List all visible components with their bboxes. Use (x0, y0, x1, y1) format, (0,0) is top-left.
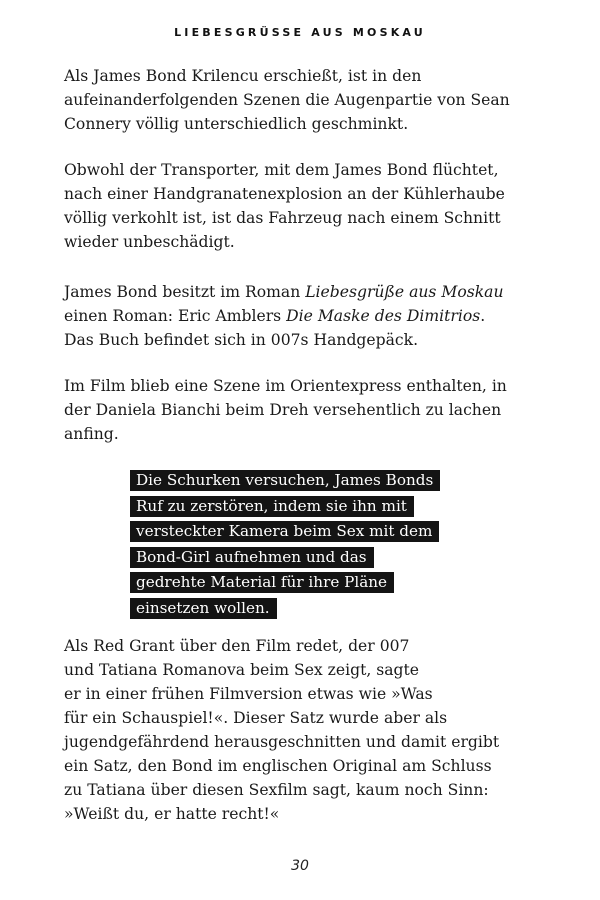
text-line: zu Tatiana über diesen Sexfilm sagt, kaum noch Sinn: (64, 781, 489, 799)
text-line: nach einer Handgranatenexplosion an der Kühlerhaube (64, 185, 505, 203)
text-line: »Weißt du, er hatte recht!« (64, 805, 280, 823)
text-line: jugendgefährdend herausgeschnitten und damit ergibt (64, 733, 500, 751)
text-line: anfing. (64, 425, 119, 443)
callout-line (130, 494, 475, 520)
text-line: völlig verkohlt ist, ist das Fahrzeug nach einem Schnitt (64, 209, 501, 227)
text-line: Im Film blieb eine Szene im Orientexpress enthalten, in (64, 377, 507, 395)
callout-text: versteckter Kamera beim Sex mit dem (130, 521, 439, 542)
text-line: Das Buch befindet sich in 007s Handgepäck. (64, 331, 419, 349)
text-line: Als Red Grant über den Film redet, der 007 (64, 637, 410, 655)
callout-line (130, 468, 475, 494)
callout-line (130, 570, 475, 596)
running-head: LIEBESGRÜSSE AUS MOSKAU (174, 26, 426, 39)
text-line: wieder unbeschädigt. (64, 233, 235, 251)
paragraph-red-grant (64, 634, 540, 826)
callout-text: Die Schurken versuchen, James Bonds (130, 470, 440, 491)
text-run: . (480, 307, 486, 325)
text-line: und Tatiana Romanova beim Sex zeigt, sagte (64, 661, 420, 679)
page-number: 30 (291, 858, 309, 874)
text-line: Connery völlig unterschiedlich geschminkt. (64, 115, 409, 133)
text-line: für ein Schauspiel!«. Dieser Satz wurde aber als (64, 709, 448, 727)
highlighted-callout (130, 468, 475, 621)
callout-line (130, 596, 475, 622)
book-title-italic: Die Maske des Dimitrios (286, 307, 481, 325)
paragraph-transporter (64, 158, 540, 254)
text-line (64, 304, 540, 328)
text-run: James Bond besitzt im Roman (64, 283, 306, 301)
callout-line (130, 545, 475, 571)
paragraph-novel (64, 280, 540, 352)
text-line: Als James Bond Krilencu erschießt, ist in den (64, 67, 422, 85)
text-line: der Daniela Bianchi beim Dreh versehentlich zu lachen (64, 401, 502, 419)
paragraph-orientexpress (64, 374, 540, 446)
text-line: ein Satz, den Bond im englischen Original am Schluss (64, 757, 492, 775)
text-line: Obwohl der Transporter, mit dem James Bond flüchtet, (64, 161, 499, 179)
text-line (64, 280, 540, 304)
callout-text: Ruf zu zerstören, indem sie ihn mit (130, 496, 414, 517)
callout-text: Bond-Girl aufnehmen und das (130, 547, 374, 568)
text-line: aufeinanderfolgenden Szenen die Augenpartie von Sean (64, 91, 510, 109)
callout-line (130, 519, 475, 545)
callout-text: einsetzen wollen. (130, 598, 277, 619)
text-line: er in einer frühen Filmversion etwas wie »Was (64, 685, 433, 703)
text-run: einen Roman: Eric Amblers (64, 307, 287, 325)
paragraph-krilencu (64, 64, 540, 136)
callout-text: gedrehte Material für ihre Pläne (130, 572, 394, 593)
book-title-italic: Liebesgrüße aus Moskau (305, 283, 504, 301)
